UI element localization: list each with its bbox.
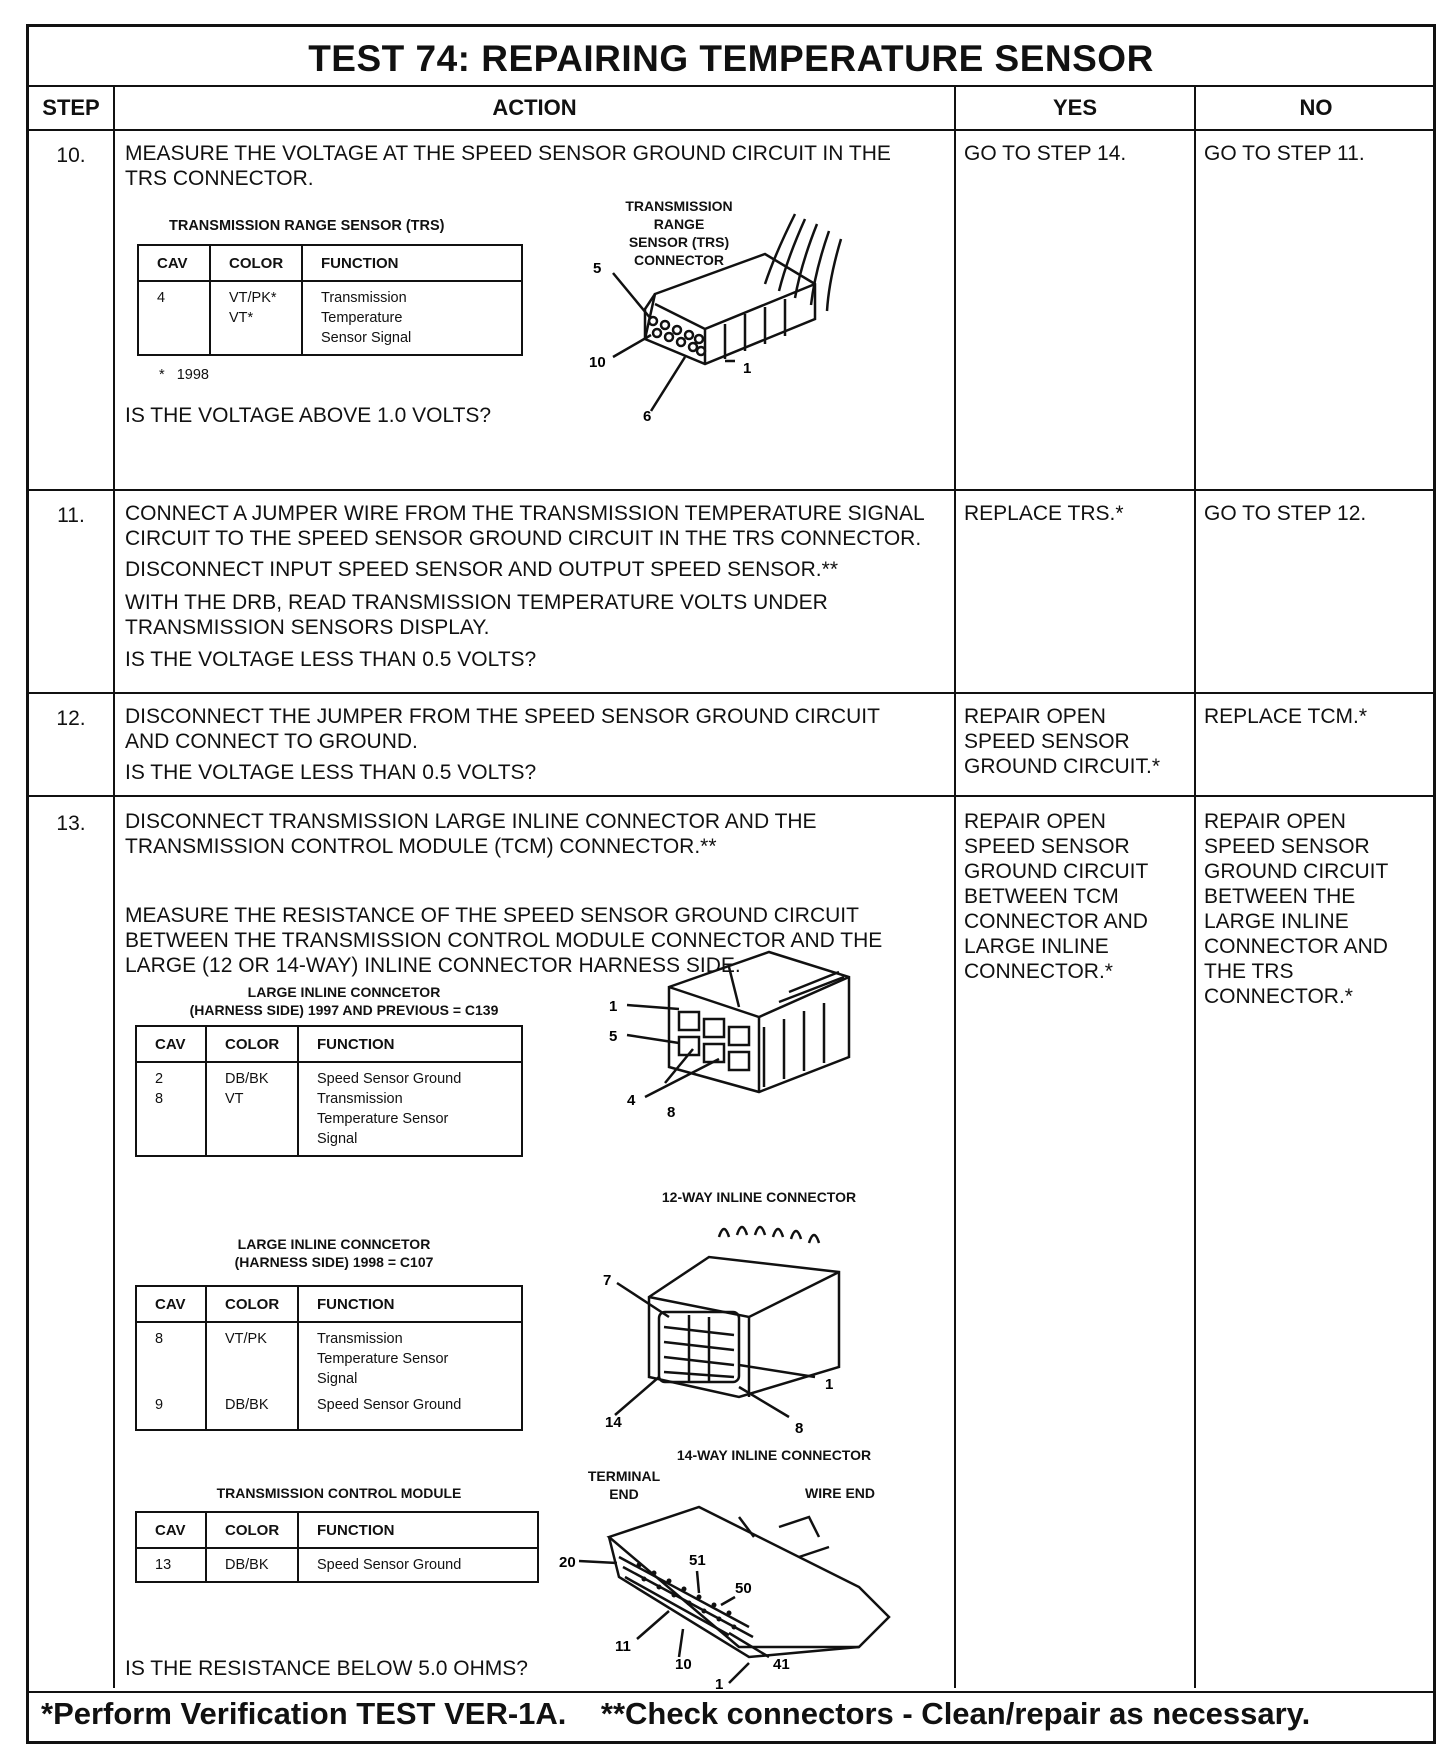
column-header: CAV — [136, 1286, 206, 1322]
column-header: CAV — [136, 1512, 206, 1548]
pin-label: 20 — [559, 1554, 576, 1571]
pin-label: 14 — [605, 1414, 622, 1431]
step-question: IS THE RESISTANCE BELOW 5.0 OHMS? — [125, 1657, 528, 1680]
table-row — [136, 1395, 522, 1430]
color-cell: DB/BK VT — [206, 1062, 298, 1156]
pin-label: 7 — [603, 1272, 612, 1289]
cav-cell: 8 — [136, 1322, 206, 1395]
no-result: REPLACE TCM.* — [1204, 705, 1367, 728]
column-header: FUNCTION — [302, 245, 522, 281]
step-action-text: WITH THE DRB, READ TRANSMISSION TEMPERATURE VOLTS UNDER TRANSMISSION SENSORS DISPLAY. — [125, 591, 828, 639]
function-cell: Speed Sensor Ground Transmission Temperature Sensor Signal — [298, 1062, 522, 1156]
no-result: REPAIR OPEN SPEED SENSOR GROUND CIRCUIT BETWEEN THE LARGE INLINE CONNECTOR AND THE TRS CONNECTOR.* — [1204, 810, 1388, 1008]
divider — [113, 85, 115, 1688]
column-header: CAV — [136, 1026, 206, 1062]
divider — [29, 692, 1433, 694]
step-question: IS THE VOLTAGE ABOVE 1.0 VOLTS? — [125, 404, 492, 427]
12-way-connector-diagram — [609, 947, 909, 1121]
footer-notes — [29, 1689, 1433, 1741]
function-cell: Speed Sensor Ground — [298, 1548, 538, 1582]
pin-label: 5 — [593, 260, 602, 277]
header-step: STEP — [42, 95, 100, 120]
pin-label: 41 — [773, 1656, 790, 1673]
14-way-caption: 14-WAY INLINE CONNECTOR — [676, 1447, 872, 1463]
divider — [29, 489, 1433, 491]
tcm-pinout-table — [135, 1511, 539, 1583]
table-footnote: * 1998 — [159, 367, 209, 383]
c139-table-title: LARGE INLINE CONNCETOR (HARNESS SIDE) 1997 AND PREVIOUS = C139 — [189, 984, 499, 1018]
column-header: FUNCTION — [298, 1512, 538, 1548]
pin-label: 10 — [589, 354, 606, 371]
header-yes: YES — [1052, 95, 1098, 120]
column-header: COLOR — [210, 245, 302, 281]
step-action-text: DISCONNECT INPUT SPEED SENSOR AND OUTPUT SPEED SENSOR.** — [125, 558, 838, 581]
trs-pinout-table — [137, 244, 523, 356]
c107-table-title: LARGE INLINE CONNCETOR (HARNESS SIDE) 1998 = C107 — [234, 1236, 434, 1270]
function-cell: Speed Sensor Ground — [298, 1395, 522, 1430]
14-way-connector-diagram — [589, 1217, 899, 1437]
test-74-sheet — [26, 24, 1436, 1744]
yes-result: GO TO STEP 14. — [964, 142, 1127, 165]
pin-label: 50 — [735, 1580, 752, 1597]
header-no: NO — [1299, 95, 1333, 120]
function-cell: Transmission Temperature Sensor Signal — [302, 281, 522, 355]
12-way-caption: 12-WAY INLINE CONNECTOR — [661, 1189, 857, 1205]
pin-label: 1 — [609, 998, 618, 1015]
pin-label: 6 — [643, 408, 652, 425]
no-result: GO TO STEP 12. — [1204, 502, 1367, 525]
divider — [954, 85, 956, 1688]
wire-end-label: WIRE END — [805, 1485, 875, 1501]
color-cell: DB/BK — [206, 1395, 298, 1430]
column-header: COLOR — [206, 1286, 298, 1322]
step-action-text: DISCONNECT THE JUMPER FROM THE SPEED SENSOR GROUND CIRCUIT AND CONNECT TO GROUND. — [125, 705, 880, 753]
pin-label: 1 — [825, 1376, 834, 1393]
pin-label: 8 — [795, 1420, 804, 1437]
color-cell: VT/PK* VT* — [210, 281, 302, 355]
function-cell: Transmission Temperature Sensor Signal — [298, 1322, 522, 1395]
pin-label: 8 — [667, 1104, 676, 1121]
trs-connector-title: TRANSMISSION RANGE SENSOR (TRS) CONNECTOR — [625, 198, 733, 268]
pin-label: 5 — [609, 1028, 618, 1045]
header-action: ACTION — [492, 95, 577, 120]
table-row — [136, 1322, 522, 1395]
verification-note: *Perform Verification TEST VER-1A. — [41, 1696, 567, 1731]
table-row — [136, 1062, 522, 1156]
column-header: FUNCTION — [298, 1286, 522, 1322]
divider — [29, 129, 1433, 131]
cav-cell: 2 8 — [136, 1062, 206, 1156]
step-number: 10. — [56, 144, 86, 167]
pin-label: 51 — [689, 1552, 706, 1569]
step-action-text: DISCONNECT TRANSMISSION LARGE INLINE CONNECTOR AND THE TRANSMISSION CONTROL MODULE (TCM) CONNECTOR.** — [125, 810, 817, 858]
step-action-text: CONNECT A JUMPER WIRE FROM THE TRANSMISSION TEMPERATURE SIGNAL CIRCUIT TO THE SPEED SENSOR GROUND CIRCUIT IN THE TRS CONNECTOR. — [125, 502, 924, 550]
step-question: IS THE VOLTAGE LESS THAN 0.5 VOLTS? — [125, 761, 537, 784]
divider — [29, 795, 1433, 797]
trs-connector-diagram — [585, 199, 885, 429]
column-header: COLOR — [206, 1512, 298, 1548]
tcm-connector-diagram — [559, 1497, 939, 1693]
yes-result: REPLACE TRS.* — [964, 502, 1124, 525]
pin-label: 1 — [715, 1676, 724, 1693]
no-result: GO TO STEP 11. — [1204, 142, 1365, 165]
pin-label: 10 — [675, 1656, 692, 1673]
cav-cell: 13 — [136, 1548, 206, 1582]
step-number: 11. — [57, 504, 85, 527]
terminal-end-label: TERMINAL END — [587, 1468, 661, 1502]
yes-result: REPAIR OPEN SPEED SENSOR GROUND CIRCUIT BETWEEN TCM CONNECTOR AND LARGE INLINE CONNECTOR.* — [964, 810, 1148, 983]
cav-cell: 9 — [136, 1395, 206, 1430]
column-header: FUNCTION — [298, 1026, 522, 1062]
step-question: IS THE VOLTAGE LESS THAN 0.5 VOLTS? — [125, 648, 537, 671]
page-title: TEST 74: REPAIRING TEMPERATURE SENSOR — [308, 38, 1154, 79]
tcm-table-title: TRANSMISSION CONTROL MODULE — [216, 1485, 462, 1501]
pin-label: 4 — [627, 1092, 636, 1109]
step-action-text: MEASURE THE RESISTANCE OF THE SPEED SENSOR GROUND CIRCUIT BETWEEN THE TRANSMISSION CONTROL MODULE CONNECTOR AND THE LARGE (12 OR 14-WAY) INLINE CONNECTOR HARNESS SIDE. — [125, 904, 883, 977]
c107-pinout-table — [135, 1285, 523, 1431]
yes-result: REPAIR OPEN SPEED SENSOR GROUND CIRCUIT.* — [964, 705, 1161, 778]
step-number: 13. — [56, 812, 86, 835]
step-number: 12. — [56, 707, 86, 730]
c139-pinout-table — [135, 1025, 523, 1157]
pin-label: 1 — [743, 360, 752, 377]
pin-label: 11 — [615, 1638, 631, 1655]
trs-table-title: TRANSMISSION RANGE SENSOR (TRS) — [169, 218, 445, 234]
color-cell: VT/PK — [206, 1322, 298, 1395]
divider — [1194, 85, 1196, 1688]
connector-note: **Check connectors - Clean/repair as necessary. — [600, 1696, 1311, 1731]
step-action-text: MEASURE THE VOLTAGE AT THE SPEED SENSOR GROUND CIRCUIT IN THE TRS CONNECTOR. — [125, 142, 891, 190]
cav-cell: 4 — [138, 281, 210, 355]
table-row — [138, 281, 522, 355]
table-row — [136, 1548, 538, 1582]
column-header: COLOR — [206, 1026, 298, 1062]
column-header: CAV — [138, 245, 210, 281]
color-cell: DB/BK — [206, 1548, 298, 1582]
